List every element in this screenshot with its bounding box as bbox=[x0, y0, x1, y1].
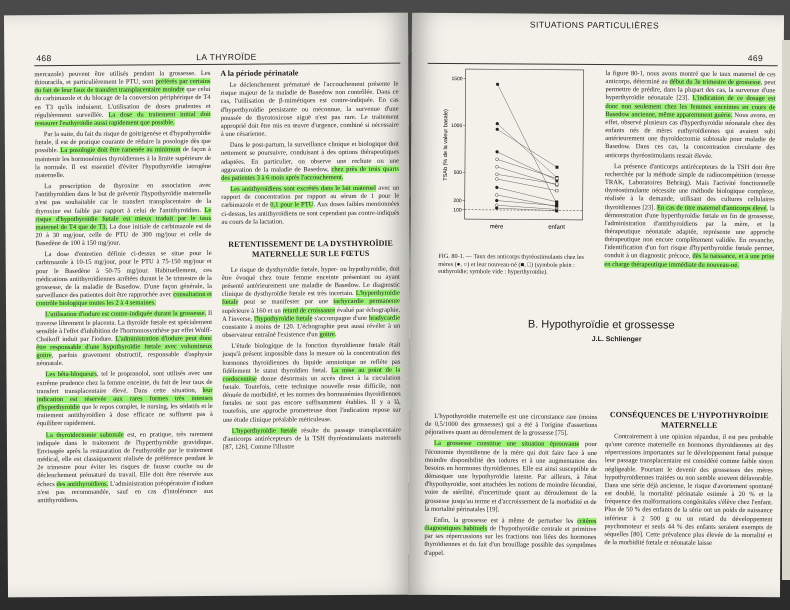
highlight: La posologie doit être ramenée au minimum bbox=[60, 146, 181, 155]
paragraph: Le risque de dysthyroïdie fœtale, hyper- ou hypothyroïdie, doit être évoqué chez toute femme enceinte présentant ou ayant présenté antérieurement une maladie de Basedow. Le diagnostic clinique de dysthyroïdie fœtale est très incertain. L'hyperthyroïdie fœtale peut se manifester par une tachycardie permanente supérieure à 160 et un retard de croissance évalué par échographie. A l'inverse, l'hypothyroïdie fœtale s'accompagne d'une bradycardie constante à moins de 120. L'échographie peut aussi révéler à un observateur entraîné l'existence d'un goitre. bbox=[221, 265, 401, 339]
paragraph: la figure 80-1, nous avons montré que le taux maternel de ces anticorps, déterminé au début du 3e trimestre de grossesse, peut permettre de prédire, dans la plupart des cas, la survenue d'une hyperthyroïdie néonatale [23]. L'indication de ce dosage est donc non seulement chez les femmes enceintes en cours de Basedow ancienne, même apparemment guérie. Nous avons, en effet, observé plusieurs cas d'hyperthyroïdie néonatale chez des enfants nés de mères euthyroïdiennes qui avaient subi antérieurement une thyroïdectomie subtotale pour maladie de Basedow. Dans ces cas, la concentration circulante des anticorps thyréostimulants restait élevée. bbox=[605, 70, 776, 160]
section-heading: RETENTISSEMENT DE LA DYSTHYROÏDIE MATERNELLE SUR LE FŒTUS bbox=[228, 238, 393, 259]
highlight: La mise au point de la cordocentèse bbox=[222, 366, 401, 383]
mother-point bbox=[496, 122, 499, 125]
left-page bbox=[4, 13, 412, 598]
right-column-bottom-left bbox=[424, 413, 597, 562]
mother-point bbox=[496, 158, 499, 161]
child-point bbox=[556, 166, 559, 169]
mother-point bbox=[496, 150, 499, 153]
highlight: goitre bbox=[319, 331, 335, 339]
series-line bbox=[497, 129, 557, 167]
highlight: chez près de trois quarts des patientes 3 à 6 mois après l'accouchement. bbox=[221, 165, 400, 182]
mother-point bbox=[495, 186, 498, 189]
y-axis-label: TSAb (% de la valeur basale) bbox=[442, 109, 450, 181]
right-page bbox=[408, 13, 784, 598]
paragraph: La dose d'entretien définie ci-dessus se situe pour le carbimazole à 10-15 mg/jour, pour le PTU à 75-150 mg/jour et pour le Basedène à 50-75 mg/jour. Habituellement, ces médications antithyroïdiennes arrêtées durant le 3e trimestre de la grossesse, de la maladie de Basedow. D'une façon générale, la surveillance des patientes doit être rapprochée avec consultation et contrôle biologique toutes les 2 à 4 semaines. bbox=[35, 250, 212, 308]
highlight: Les bêta-bloqueurs bbox=[45, 371, 97, 379]
series-line bbox=[497, 179, 557, 191]
mother-point bbox=[495, 178, 498, 181]
y-tick-label: 200 bbox=[453, 198, 462, 205]
running-head-left: LA THYROÏDE bbox=[196, 51, 257, 63]
paragraph: La grossesse constitue une situation éprouvante pour l'économie thyroïdienne de la mère qui doit faire face à une moindre disponibilité des iodures et à une augmentation des besoins en hormones thyroïdiennes. Elle est ainsi susceptible de démasquer une hypothyroïdie latente. Par ailleurs, à l'état d'hypothyroïdie, sont attachées les notions de moindre fécondité, voire de stérilité, d'incertitude quant au déroulement de la grossesse jusqu'au terme et d'accroissement de la morbidité et de la mortalité périnatales [19]. bbox=[424, 440, 598, 514]
section-heading: CONSÉQUENCES DE L'HYPOTHYROÏDIE MATERNELLE bbox=[609, 410, 769, 430]
paragraph: mercazole) peuvent être utilisés pendant la grossesse. Les thiouracils, et particulièrement le PTU, sont préférés par certains du fait de leur faux de transfert transplacentaire moindre que celui du carbimazole et du blocage de la conversion périphérique de T4 en T3 qu'ils induisent. L'utilisation de doses prudentes et régulièrement surveillée. La dose du traitement initial doit restaurer l'euthyroïdie aussi rapidement que possible. bbox=[34, 69, 211, 128]
paragraph: Par la suite, du fait du risque de goitrigenèse et d'hypothyroïdie fœtale, il est de pratique courante de réduire la posologie dès que possible. La posologie doit être ramenée au minimum de façon à maintenir les hormonémies thyroïdiennes à la limite supérieure de la normale. Il est essentiel d'éviter l'hypothyroïdie iatrogène maternelle. bbox=[34, 130, 212, 180]
x-tick-label: mère bbox=[489, 224, 504, 231]
x-tick-label: enfant bbox=[548, 224, 565, 231]
paragraph: La présence d'anticorps antirécepteurs de la TSH doit être recherchée par la méthode simple de radiocompétition (trousse TRAK, Laboratoires Behring). Mais l'activité fonctionnelle thyréostimulante nécessite une méthode biologique complexe, réalisée à la demande, utilisant des cultures cellulaires thyroïdiennes [23]. En cas de titre maternel d'anticorps élevé, la démonstration d'une hyperthyroïdie fœtale en fin de grossesse, l'administration d'antithyroïdiens par la mère, et la thérapeutique néonatale adaptée, représente une approche thérapeutique non encore complètement validée. En revanche, l'identification d'un fort risque d'hyperthyroïdie fœtale permet, conduit à un diagnostic précoce, dès la naissance, et à une prise en charge thérapeutique immédiate du nouveau-né. bbox=[604, 162, 775, 269]
paragraph: Le déclenchement prématuré de l'accouchement présente le risque majeur de la maladie de Basedow non contrôlée. Dans ce cas, l'utilisation de β-mimétiques est contre-indiquée. En cas d'hyperthyroïdie persistante ou méconnue, la survenue d'une poussée de thyrotoxicose aiguë n'est pas rare. Le traitement approprié doit être mis en œuvre d'urgence, combiné si nécessaire à une césarienne. bbox=[220, 80, 399, 139]
paragraph: La thyroïdectomie subtotale est, en pratique, très rarement indiquée dans le traitement de l'hyperthyroïdie gravidique. Envisagée après la restauration de l'euthyroïdie par le traitement médical, elle est classiquement réalisée de préférence pendant le 2e trimestre pour éviter les risques de fausse couche ou de déclenchement prématuré du travail. Elle doit être réservée aux échecs des antithyroïdiens. L'administration préopératoire d'iodure n'est pas recommandée, sauf en cas d'intolérance aux antithyroïdiens. bbox=[36, 430, 214, 505]
page-number-right: 469 bbox=[747, 53, 764, 64]
right-column-bottom-right bbox=[604, 410, 773, 551]
highlight: consultation et contrôle biologique toutes les 2 à 4 semaines. bbox=[35, 291, 212, 308]
y-tick-label: 100 bbox=[453, 207, 462, 214]
left-column-2 bbox=[220, 69, 401, 455]
highlight: En cas de titre maternel d'anticorps élevé bbox=[656, 203, 767, 212]
paragraph: La prescription de thyroxine en association avec l'antithyroïdien dans le but de prévenir l'hypothyroïdie maternelle n'est pas souhaitable car le transfert transplacentaire de la thyroxine est faible par rapport à celui de l'antithyroïdien. Le risque d'hypothyroïdie fœtale est mieux traduit par le taux maternel de T4 que de T3. La dose initiale de carbimazole est de 20 à 30 mg/jour, celle de PTU de 300 mg/jour et celle de Basedène de 100 à 150 mg/jour. bbox=[35, 182, 212, 248]
next-page-edge bbox=[782, 40, 790, 580]
highlight: leur indication est réservée aux rares formes très intenses d'hyperthyroïdie bbox=[36, 386, 213, 412]
paragraph: Contrairement à une opinion répandue, il est peu probable qu'une carence maternelle en hormones thyroïdiennes ait des répercussions importantes sur le développement fœtal puisque leur passage transplacentaire est considéré comme faible sinon négligeable. Pourtant le devenir des grossesses des mères hypothyroïdiennes traitées ou non semble souvent défavorable. Dans une série déjà ancienne, le risque d'avortement spontané est doublé, la mortalité périnatale estimée à 20 % et la fréquence des malformations congénitales s'élève chez l'enfant. Plus de 50 % des enfants de la série ont un poids de naissance inférieur à 2 500 g ou un retard du développement psychomoteur et seuls 44 % des enfants seraient exempts de séquelles [80]. Cette prévalence plus élevée de la mortalité et de la morbidité fœtale et néonatale laisse bbox=[604, 433, 774, 547]
header-rule-left bbox=[34, 63, 400, 67]
highlight: l'hypothyroïdie fœtale bbox=[254, 315, 313, 323]
highlight: critères diagnostiques habituels bbox=[424, 517, 597, 533]
paragraph: Dans le post-partum, la surveillance clinique et biologique doit nettement se poursuivre, conduisant à des options thérapeutiques adaptées. En particulier, on observe une rechute ou une aggravation de la maladie de Basedow, chez près de trois quarts des patientes 3 à 6 mois après l'accouchement. bbox=[220, 140, 400, 182]
subsection-heading: A la période périnatale bbox=[220, 68, 299, 78]
child-point bbox=[555, 204, 558, 207]
running-head-right: SITUATIONS PARTICULIÈRES bbox=[529, 19, 660, 31]
child-point bbox=[556, 177, 559, 180]
child-point bbox=[555, 210, 558, 213]
series-line bbox=[497, 187, 557, 201]
mother-point bbox=[495, 207, 498, 210]
highlight: L'utilisation d'iodure est contre-indiquée durant la grossesse. bbox=[45, 310, 207, 319]
child-point bbox=[556, 183, 559, 186]
series-line bbox=[497, 84, 558, 203]
series-line bbox=[497, 208, 557, 211]
y-tick-label: 500 bbox=[453, 169, 462, 176]
paragraph: Les bêta-bloqueurs, tel le propranolol, sont utilisés avec une extrême prudence chez la femme enceinte, du fait de leur taux de transfert transplacentaire élevé. Dans cette situation, leur indication est réservée aux rares formes très intenses d'hyperthyroïdie que le repos complet, le nursing, les sédatifs et le traitement antithyroïdien à dose efficace ne suffisent pas à équilibrer rapidement. bbox=[36, 370, 213, 428]
reference-line bbox=[465, 210, 583, 211]
mother-point bbox=[496, 128, 499, 131]
paragraph: L'étude biologique de la fonction thyroïdienne fœtale était jusqu'à présent impossible dans la mesure où la concentration des hormones thyroïdiennes du liquide amniotique ne reflète pas fidèlement le statut thyroïdien fœtal. La mise au point de la cordocentèse donne désormais un accès direct à la circulation fœtale. Toutefois, cette technique nouvelle reste difficile, non dénuée de morbidité, et les normes des hormonémies thyroïdiennes fœtales ne sont pas encore suffisamment établies. Il y a là, toutefois, une approche prometteuse dont l'indication repose sur une étude clinique préalable méticuleuse. bbox=[222, 341, 401, 424]
mother-point bbox=[496, 165, 499, 168]
highlight: retard de croissance bbox=[282, 306, 336, 315]
highlight: préférés par certains du fait de leur faux de transfert transplacentaire moindre bbox=[34, 78, 211, 95]
left-column-1 bbox=[34, 70, 213, 508]
highlight: L'indication de ce dosage est donc non seulement chez les femmes enceintes en cours de Basedow ancienne, même apparemment guérie. bbox=[605, 95, 776, 119]
series-line bbox=[497, 201, 557, 206]
highlight: des antithyroïdiens. bbox=[56, 480, 109, 488]
mother-point bbox=[495, 194, 498, 197]
series-line bbox=[497, 205, 557, 209]
section-author: J.L. Schlienger bbox=[591, 335, 642, 344]
mother-point bbox=[495, 199, 498, 202]
page-number-left: 468 bbox=[36, 53, 52, 64]
highlight: Le risque d'hypothyroïdie fœtale est mieux traduit par le taux maternel de T4 que de T3. bbox=[35, 206, 212, 232]
mother-point bbox=[495, 204, 498, 207]
highlight: La grossesse constitue une situation éprouvante bbox=[434, 440, 580, 449]
child-point bbox=[555, 189, 558, 192]
highlight: Les antithyroïdiens sont excrétés dans le lait maternel bbox=[230, 184, 377, 193]
paragraph: L'hypothyroïdie maternelle est une circonstance rare (moins de 0,5/1000 des grossesses) qui a été à l'origine d'assertions péjoratives quant au déroulement de la grossesse [75]. bbox=[425, 412, 598, 438]
highlight: début du 3e trimestre de grossesse bbox=[669, 78, 761, 87]
highlight: L'hyperthyroïdie fœtale bbox=[221, 289, 400, 307]
right-column-top bbox=[604, 70, 775, 273]
y-tick-label: 1500 bbox=[451, 76, 463, 83]
chart-frame bbox=[465, 69, 584, 220]
chart-plot-area bbox=[443, 69, 584, 231]
highlight: La dose du traitement initial doit restaurer l'euthyroïdie aussi rapidement que possible. bbox=[34, 110, 211, 128]
paragraph: Enfin, la grossesse est à même de perturber les critères diagnostiques habituels de l'hypothyroïdie centrale et primitive par ses répercussions sur les fractions non liées des hormones thyroïdiennes et du fait d'un brouillage possible des symptômes d'appel. bbox=[424, 516, 597, 557]
mother-point bbox=[496, 173, 499, 176]
highlight: L'administration d'iodure peut donc être responsable d'une hypothyroïdie fœtale avec volumineux goitre bbox=[36, 334, 213, 360]
highlight: dès la naissance, et à une prise en charge thérapeutique immédiate du nouveau-né. bbox=[604, 253, 775, 269]
figure-caption: FIG. 80-1. — Taux des anticorps thyréostimulants chez les mères (●, ○) et leur nouveau-né (■, □) (symbole plein : euthyroïdie; symbole vide : hyperthyroïdie). bbox=[438, 252, 584, 276]
mother-point bbox=[496, 83, 499, 86]
child-point bbox=[555, 201, 558, 204]
highlight: tachycardie permanente bbox=[333, 298, 400, 306]
section-title: B. Hypothyroïdie et grossesse bbox=[527, 318, 675, 332]
highlight: L'hyperthyroïdie fœtale bbox=[231, 427, 297, 435]
highlight: 0,1 pour le PTU bbox=[270, 201, 314, 209]
y-tick-label: 1000 bbox=[451, 123, 463, 130]
paragraph: Les antithyroïdiens sont excrétés dans le lait maternel avec un rapport de concentration par rapport au sérum de 1 pour le carbimazole et de 0,1 pour le PTU. Aux doses faibles mentionnées ci-dessus, les antithyroïdiens ne sont cependant pas contre-indiqués au cours de la lactation. bbox=[221, 184, 400, 226]
highlight: bradycardie bbox=[368, 314, 401, 322]
paragraph: L'utilisation d'iodure est contre-indiquée durant la grossesse. Il traverse librement le placenta. La thyroïde fœtale est spécialement sensible à l'effet d'inhibition de l'hormonosynthèse par effet Wolff-Chaikoff induit par l'iodure. L'administration d'iodure peut donc être responsable d'une hypothyroïdie fœtale avec volumineux goitre, parfois gravement obstructif, responsable d'asphyxie néonatale. bbox=[36, 310, 213, 368]
highlight: goitre bbox=[36, 352, 52, 360]
highlight: La thyroïdectomie subtotale bbox=[45, 431, 124, 439]
paragraph: L'hyperthyroïdie fœtale résulte du passage transplacentaire d'anticorps antirécepteurs de la TSH thyréostimulants maternels [87, 126]. Comme l'illustre bbox=[222, 426, 401, 451]
tsab-chart bbox=[438, 65, 589, 236]
